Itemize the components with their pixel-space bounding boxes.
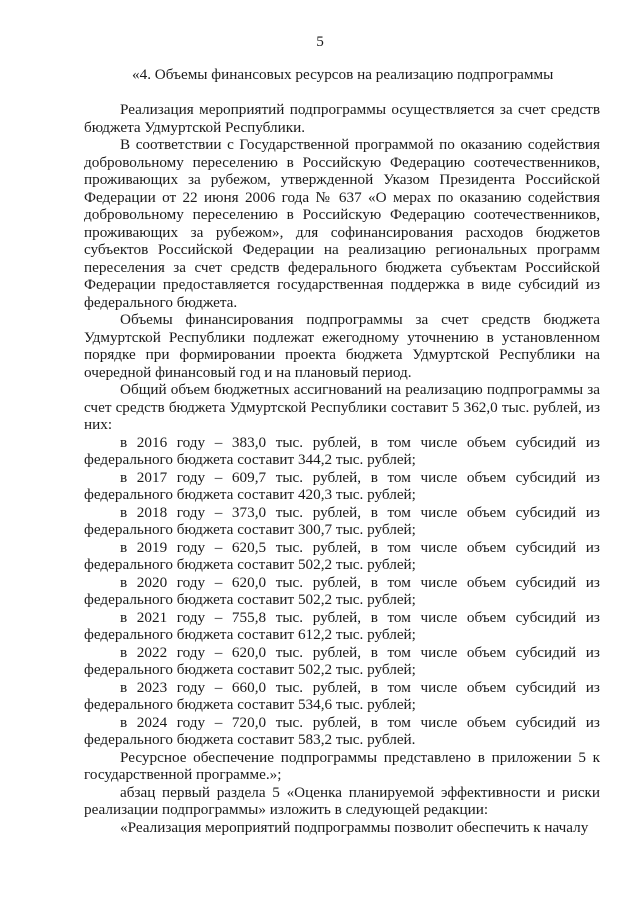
year-subsidy-line: федерального бюджета составит 344,2 тыс. рублей; bbox=[84, 451, 416, 468]
year-subsidy-line: федерального бюджета составит 502,2 тыс. рублей; bbox=[84, 661, 416, 678]
year-line: в 2019 году – 620,5 тыс. рублей, в том числе объем субсидий из bbox=[120, 538, 600, 556]
year-item bbox=[84, 469, 600, 504]
year-item bbox=[84, 714, 600, 749]
year-item bbox=[84, 574, 600, 609]
paragraph-financing-volumes: Объемы финансирования подпрограммы за счет средств бюджета Удмуртской Республики подлежат ежегодному уточнению в установленном порядке при формировании проекта бюджета Удмуртской Республики на очередной финансовый год и на плановый период. bbox=[84, 311, 600, 381]
document-body bbox=[84, 101, 600, 836]
year-line: в 2020 году – 620,0 тыс. рублей, в том числе объем субсидий из bbox=[120, 573, 600, 591]
year-item bbox=[84, 644, 600, 679]
year-line: в 2017 году – 609,7 тыс. рублей, в том числе объем субсидий из bbox=[120, 468, 600, 486]
year-line: в 2018 году – 373,0 тыс. рублей, в том числе объем субсидий из bbox=[120, 503, 600, 521]
year-subsidy-line: федерального бюджета составит 420,3 тыс. рублей; bbox=[84, 486, 416, 503]
year-subsidy-line: федерального бюджета составит 583,2 тыс. рублей. bbox=[84, 731, 416, 748]
year-subsidy-line: федерального бюджета составит 502,2 тыс. рублей; bbox=[84, 591, 416, 608]
year-line: в 2022 году – 620,0 тыс. рублей, в том числе объем субсидий из bbox=[120, 643, 600, 661]
paragraph-funding-source: Реализация мероприятий подпрограммы осуществляется за счет средств бюджета Удмуртской Республики. bbox=[84, 101, 600, 136]
year-subsidy-line: федерального бюджета составит 612,2 тыс. рублей; bbox=[84, 626, 416, 643]
section-heading: «4. Объемы финансовых ресурсов на реализацию подпрограммы bbox=[132, 66, 554, 83]
year-item bbox=[84, 679, 600, 714]
yearly-allocations-list bbox=[84, 434, 600, 749]
year-item bbox=[84, 539, 600, 574]
paragraph-amendment-instruction: абзац первый раздела 5 «Оценка планируемой эффективности и риски реализации подпрограммы» изложить в следующей редакции: bbox=[84, 783, 600, 818]
paragraph-total-allocations: Общий объем бюджетных ассигнований на реализацию подпрограммы за счет средств бюджета Удмуртской Республики составит 5 362,0 тыс. рублей, из них: bbox=[84, 381, 600, 433]
year-subsidy-line: федерального бюджета составит 300,7 тыс. рублей; bbox=[84, 521, 416, 538]
year-item bbox=[84, 504, 600, 539]
year-subsidy-line: федерального бюджета составит 502,2 тыс. рублей; bbox=[84, 556, 416, 573]
paragraph-resource-provision: Ресурсное обеспечение подпрограммы представлено в приложении 5 к государственной программе.»; bbox=[84, 748, 600, 783]
year-item bbox=[84, 609, 600, 644]
year-subsidy-line: федерального бюджета составит 534,6 тыс. рублей; bbox=[84, 696, 416, 713]
year-line: в 2016 году – 383,0 тыс. рублей, в том числе объем субсидий из bbox=[120, 433, 600, 451]
year-line: в 2021 году – 755,8 тыс. рублей, в том числе объем субсидий из bbox=[120, 608, 600, 626]
paragraph-state-program: В соответствии с Государственной программой по оказанию содействия добровольному переселению в Российскую Федерацию соотечественников, проживающих за рубежом, утвержденной Указом Президента Российской Федерации от 22 июня 2006 года № 637 «О мерах по оказанию содействия добровольному переселению в Российскую Федерацию соотечественников, проживающих за рубежом», для софинансирования расходов бюджетов субъектов Российской Федерации на реализацию региональных программ переселения за счет средств федерального бюджета субъектам Российской Федерации предоставляется государственная поддержка в виде субсидий из федерального бюджета. bbox=[84, 136, 600, 311]
year-item bbox=[84, 434, 600, 469]
page-number: 5 bbox=[316, 33, 324, 50]
year-line: в 2024 году – 720,0 тыс. рублей, в том числе объем субсидий из bbox=[120, 713, 600, 731]
year-line: в 2023 году – 660,0 тыс. рублей, в том числе объем субсидий из bbox=[120, 678, 600, 696]
paragraph-implementation-start: «Реализация мероприятий подпрограммы позволит обеспечить к началу bbox=[120, 818, 589, 836]
